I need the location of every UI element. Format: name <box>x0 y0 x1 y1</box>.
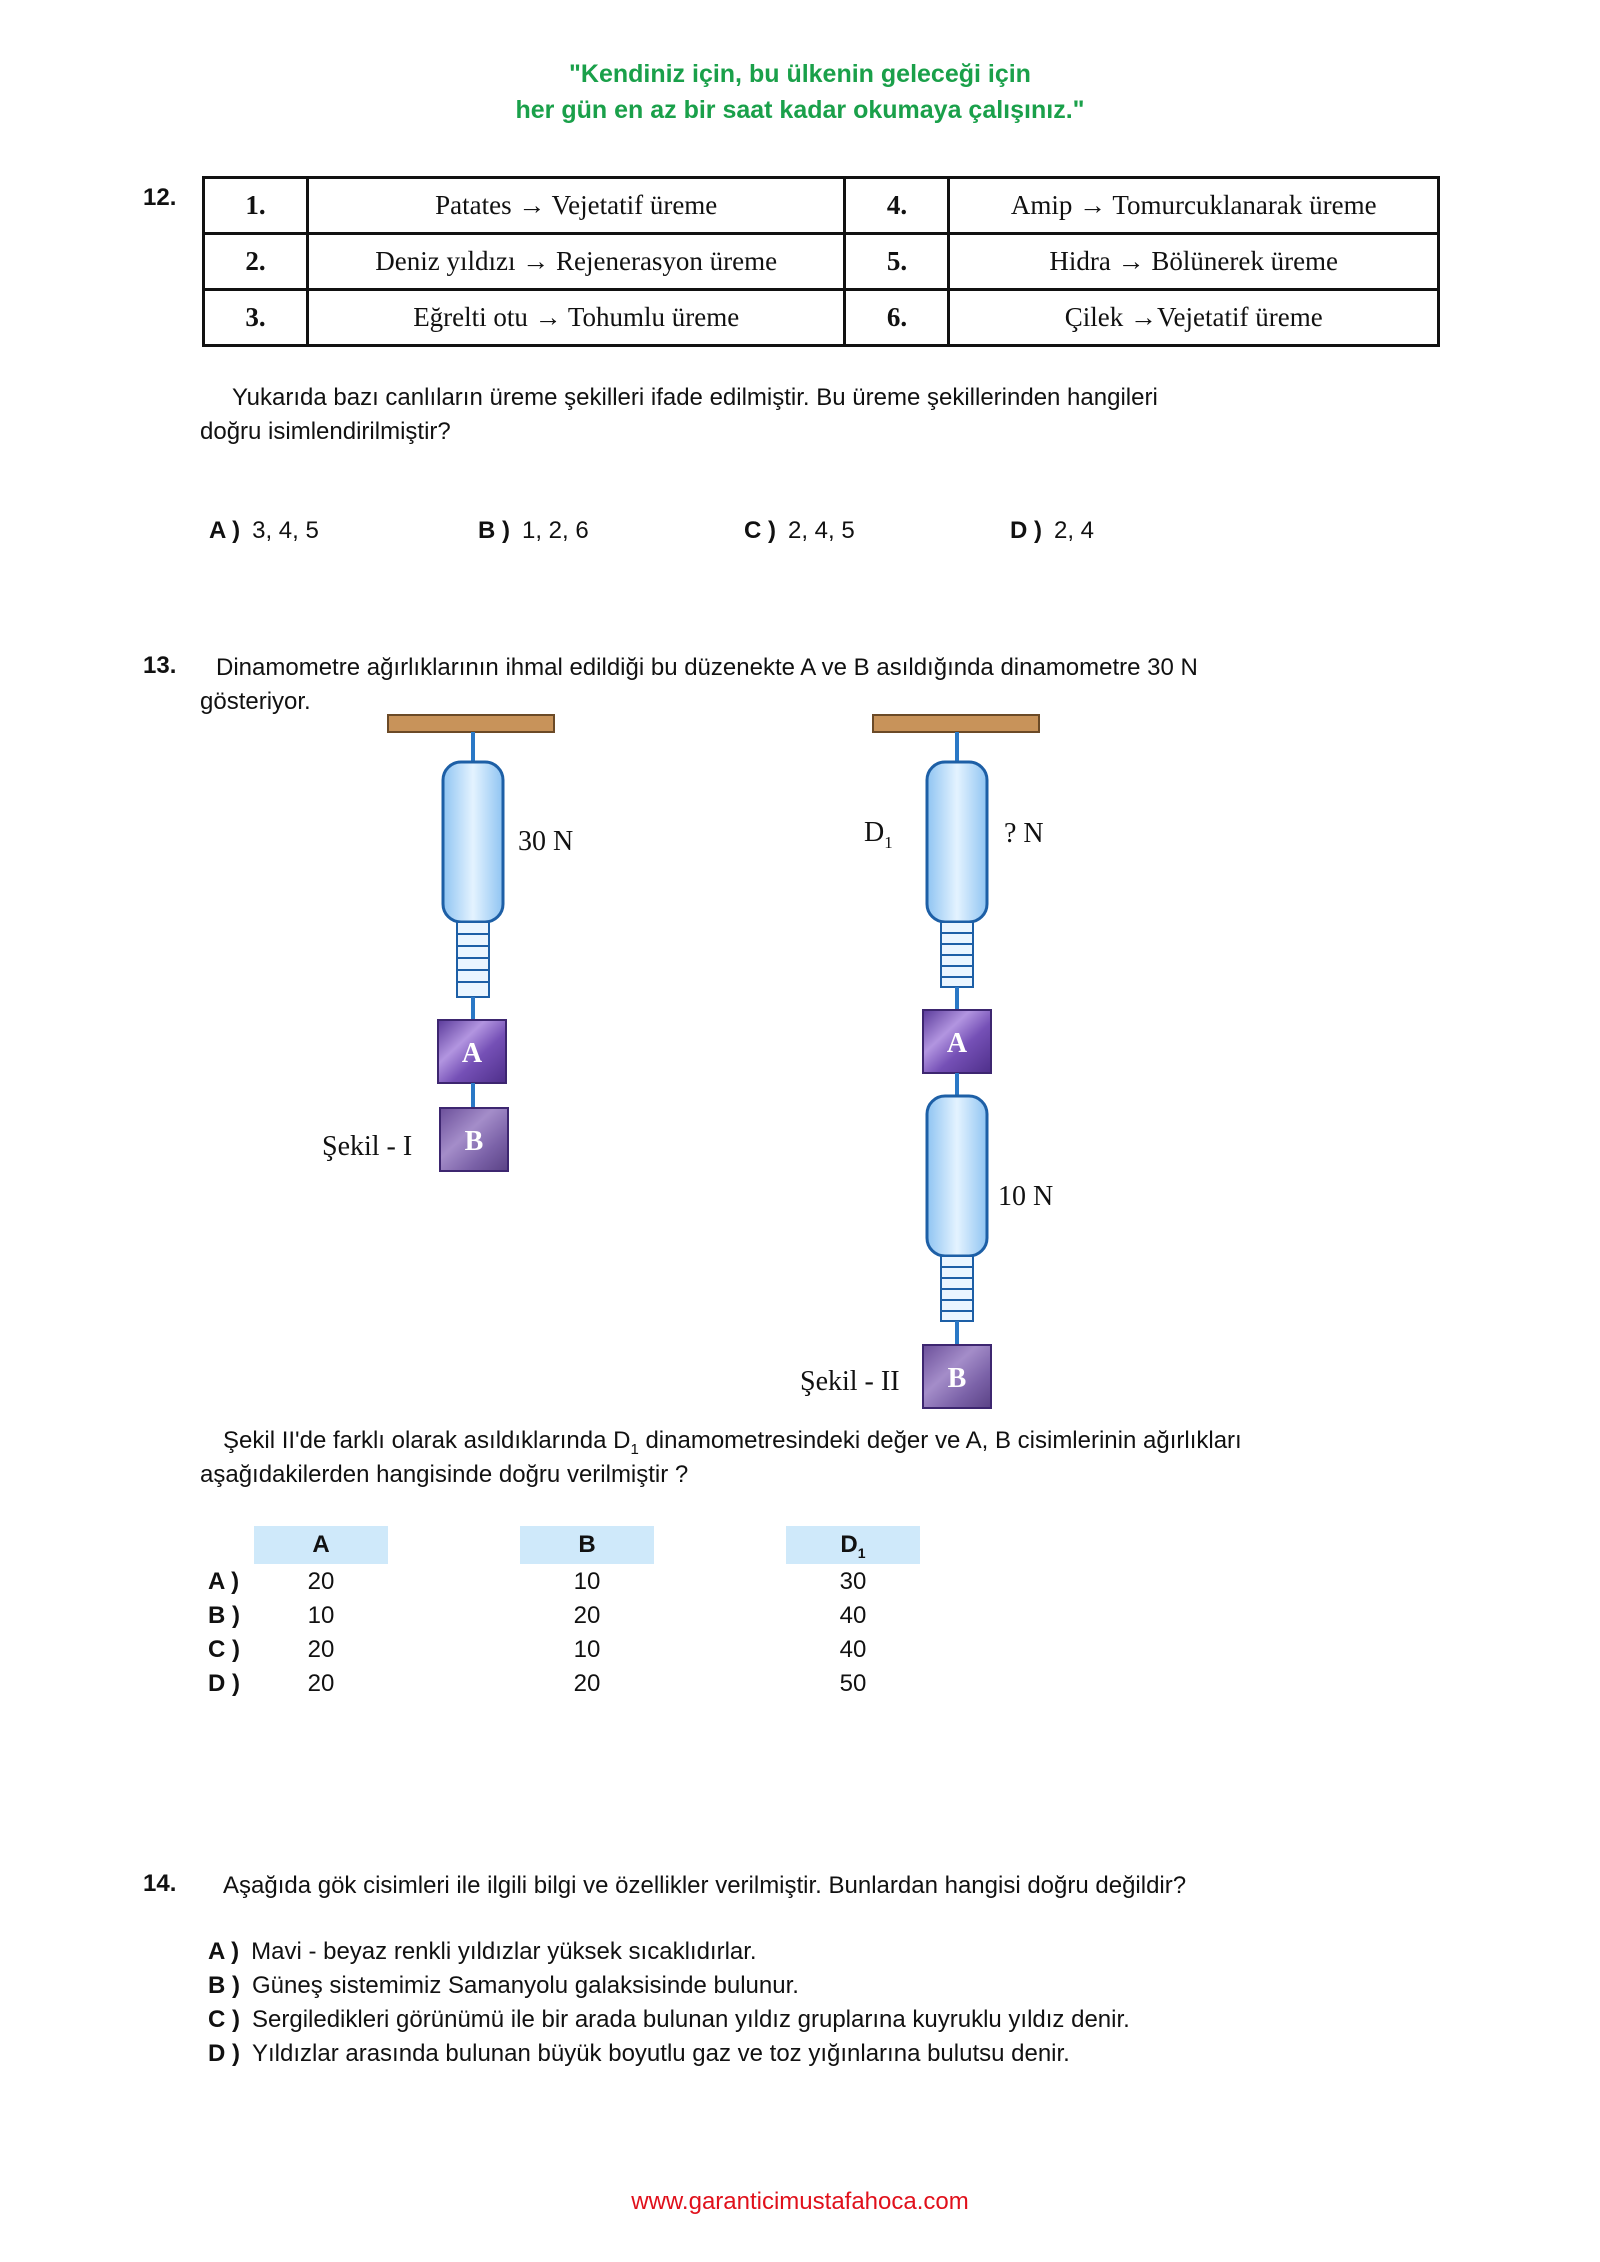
dynamometer-d1-body <box>927 762 987 922</box>
option-text: 2, 4 <box>1054 517 1095 544</box>
table-row <box>204 290 1439 346</box>
question-14-stem: Aşağıda gök cisimleri ile ilgili bilgi ve özellikler verilmiştir. Bunlardan hangisi doğru değildir? <box>223 1872 1187 1899</box>
item-text: Amip → Tomurcuklanarak üreme <box>949 178 1439 234</box>
table-row[interactable] <box>208 1670 968 1704</box>
table-row[interactable] <box>208 1636 968 1670</box>
motto-line-1: "Kendiniz için, bu ülkenin geleceği için <box>569 60 1031 88</box>
question-14-number: 14. <box>143 1870 177 1897</box>
item-text: Hidra → Bölünerek üreme <box>949 234 1439 290</box>
value-d1: 30 <box>839 1568 867 1595</box>
q12-option-b[interactable] <box>478 517 589 545</box>
option-text: Güneş sistemimiz Samanyolu galaksisinde bulunur. <box>252 1972 799 1999</box>
value-a: 10 <box>307 1602 335 1629</box>
q14-option-c[interactable] <box>208 2003 1130 2037</box>
block-a-label: A <box>946 1028 968 1059</box>
answer-rows <box>208 1568 968 1704</box>
option-letter: A ) <box>208 1938 240 1965</box>
item-number: 1. <box>204 178 308 234</box>
table-row[interactable] <box>208 1602 968 1636</box>
ceiling-bar <box>388 715 554 732</box>
question-12-stem-2: doğru isimlendirilmiştir? <box>200 418 451 445</box>
option-letter: B ) <box>478 517 510 544</box>
option-letter: D ) <box>208 1670 240 1697</box>
figure-2-reading-bottom: 10 N <box>998 1181 1054 1212</box>
item-number: 4. <box>845 178 949 234</box>
figure-2 <box>800 715 1053 1408</box>
option-text: 3, 4, 5 <box>252 517 319 544</box>
value-a: 20 <box>307 1636 335 1663</box>
dynamometer-scale <box>941 922 973 987</box>
item-text: Deniz yıldızı → Rejenerasyon üreme <box>308 234 845 290</box>
value-d1: 50 <box>839 1670 867 1697</box>
option-text: Sergiledikleri görünümü ile bir arada bulunan yıldız gruplarına kuyruklu yıldız denir. <box>252 2006 1130 2033</box>
q12-option-c[interactable] <box>744 517 855 545</box>
question-13-stem-1: Dinamometre ağırlıklarının ihmal edildiği bu düzenekte A ve B asıldığında dinamometre 30 N <box>216 654 1198 681</box>
option-text: Mavi - beyaz renkli yıldızlar yüksek sıcaklıdırlar. <box>251 1938 757 1965</box>
dynamometer-figures <box>0 700 1600 1420</box>
reproduction-table <box>202 176 1440 347</box>
table-row[interactable] <box>208 1568 968 1602</box>
value-b: 20 <box>573 1602 601 1629</box>
dynamometer-body <box>443 762 503 922</box>
figure-1-reading: 30 N <box>518 826 574 857</box>
q12-option-a[interactable] <box>209 517 319 545</box>
option-text: Yıldızlar arasında bulunan büyük boyutlu gaz ve toz yığınlarına bulutsu denir. <box>252 2040 1070 2067</box>
col-header-a: A <box>254 1526 388 1564</box>
question-13-prompt-2: aşağıdakilerden hangisinde doğru verilmiştir ? <box>200 1461 689 1488</box>
item-number: 3. <box>204 290 308 346</box>
ceiling-bar <box>873 715 1039 732</box>
option-text: 1, 2, 6 <box>522 517 589 544</box>
footer-link[interactable]: www.garanticimustafahoca.com <box>631 2188 969 2215</box>
option-letter: A ) <box>209 517 241 544</box>
question-13-stem-2: gösteriyor. <box>200 688 311 715</box>
motto-line-2: her gün en az bir saat kadar okumaya çalışınız." <box>515 96 1085 124</box>
block-b-label: B <box>947 1363 967 1394</box>
option-letter: C ) <box>208 1636 240 1663</box>
item-number: 5. <box>845 234 949 290</box>
figure-1-caption: Şekil - I <box>322 1131 413 1162</box>
item-text: Çilek →Vejetatif üreme <box>949 290 1439 346</box>
col-header-d1: $D_1$ <box>786 1526 920 1564</box>
block-b-label: B <box>464 1126 484 1157</box>
value-d1: 40 <box>839 1636 867 1663</box>
value-b: 10 <box>573 1636 601 1663</box>
question-12-stem-1: Yukarıda bazı canlıların üreme şekilleri ifade edilmiştir. Bu üreme şekillerinden hangileri <box>232 384 1158 411</box>
option-letter: D ) <box>1010 517 1042 544</box>
figure-1 <box>322 715 573 1171</box>
option-text: 2, 4, 5 <box>788 517 855 544</box>
table-row <box>204 178 1439 234</box>
value-a: 20 <box>307 1568 335 1595</box>
option-letter: D ) <box>208 2040 240 2067</box>
question-12-number: 12. <box>143 184 177 211</box>
dynamometer-lower-body <box>927 1096 987 1256</box>
option-letter: B ) <box>208 1602 240 1629</box>
value-b: 10 <box>573 1568 601 1595</box>
option-letter: B ) <box>208 1972 240 1999</box>
question-13-prompt-1: Şekil II'de farklı olarak asıldıklarında $D_1$ dinamometresindeki değer ve A, B cisimlerinin ağırlıkları <box>223 1427 1242 1458</box>
item-text: Eğrelti otu → Tohumlu üreme <box>308 290 845 346</box>
item-number: 6. <box>845 290 949 346</box>
q14-option-b[interactable] <box>208 1969 1130 2003</box>
option-letter: C ) <box>208 2006 240 2033</box>
col-header-b: B <box>520 1526 654 1564</box>
value-a: 20 <box>307 1670 335 1697</box>
option-letter: A ) <box>208 1568 240 1595</box>
value-b: 20 <box>573 1670 601 1697</box>
q14-option-d[interactable] <box>208 2037 1130 2071</box>
block-a-label: A <box>461 1038 483 1069</box>
option-letter: C ) <box>744 517 776 544</box>
dynamometer-scale <box>457 922 489 997</box>
item-text: Patates → Vejetatif üreme <box>308 178 845 234</box>
item-number: 2. <box>204 234 308 290</box>
table-row <box>204 234 1439 290</box>
dynamometer-scale <box>941 1256 973 1321</box>
value-d1: 40 <box>839 1602 867 1629</box>
q12-option-d[interactable] <box>1010 517 1094 545</box>
question-13-number: 13. <box>143 652 177 679</box>
figure-2-caption: Şekil - II <box>800 1366 900 1397</box>
q14-options <box>208 1935 1130 2071</box>
d1-label: $D_1$ <box>864 817 893 852</box>
figure-2-reading-top: ? N <box>1004 818 1044 849</box>
q14-option-a[interactable] <box>208 1935 1130 1969</box>
